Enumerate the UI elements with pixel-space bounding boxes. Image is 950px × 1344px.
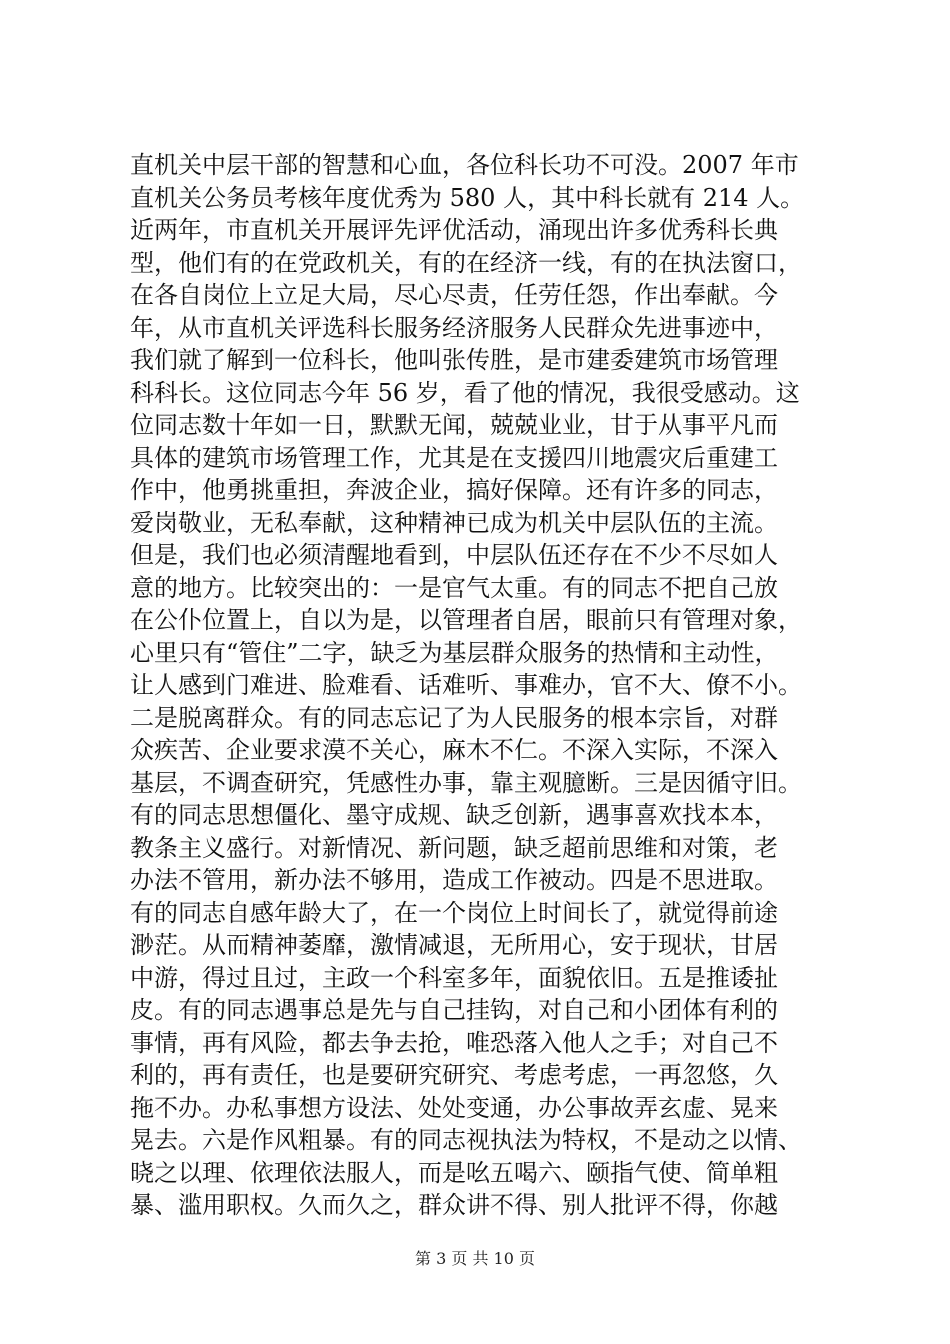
text-line: 教条主义盛行。对新情况、新问题，缺乏超前思维和对策，老 <box>130 833 778 862</box>
text-line: 皮。有的同志遇事总是先与自己挂钩，对自己和小团体有利的 <box>130 996 778 1024</box>
text-line: 具体的建筑市场管理工作，尤其是在支援四川地震灾后重建工 <box>130 443 778 472</box>
text-line: 渺茫。从而精神萎靡，激情减退，无所用心，安于现状，甘居 <box>130 931 778 959</box>
body-text <box>130 149 830 1222</box>
page-footer: 第 3 页 共 10 页 <box>415 1249 535 1268</box>
text-line: 众疾苦、企业要求漠不关心，麻木不仁。不深入实际，不深入 <box>130 736 778 764</box>
text-line: 在各自岗位上立足大局，尽心尽责，任劳任怨，作出奉献。今 <box>130 281 778 309</box>
text-line: 位同志数十年如一日，默默无闻，兢兢业业，甘于从事平凡而 <box>130 411 778 439</box>
text-line: 晃去。六是作风粗暴。有的同志视执法为特权，不是动之以情、 <box>130 1126 802 1154</box>
text-line: 型，他们有的在党政机关，有的在经济一线，有的在执法窗口， <box>130 248 802 277</box>
text-line: 近两年，市直机关开展评先评优活动，涌现出许多优秀科长典 <box>130 216 778 244</box>
text-line: 心里只有“管住”二字，缺乏为基层群众服务的热情和主动性， <box>130 638 779 667</box>
text-line: 让人感到门难进、脸难看、话难听、事难办，官不大、僚不小。 <box>130 671 802 699</box>
text-line: 暴、滥用职权。久而久之，群众讲不得、别人批评不得，你越 <box>130 1191 778 1219</box>
text-line: 我们就了解到一位科长，他叫张传胜，是市建委建筑市场管理 <box>130 346 778 374</box>
text-line: 二是脱离群众。有的同志忘记了为人民服务的根本宗旨，对群 <box>130 703 778 732</box>
text-line: 办法不管用，新办法不够用，造成工作被动。四是不思进取。 <box>130 866 778 894</box>
text-line: 利的，再有责任，也是要研究研究、考虑考虑，一再忽悠，久 <box>130 1061 778 1089</box>
text-line: 有的同志思想僵化、墨守成规、缺乏创新，遇事喜欢找本本， <box>130 801 778 829</box>
text-line: 科科长。这位同志今年 56 岁，看了他的情况，我很受感动。这 <box>130 378 800 407</box>
text-line: 直机关公务员考核年度优秀为 580 人，其中科长就有 214 人。 <box>130 183 805 212</box>
text-line: 有的同志自感年龄大了，在一个岗位上时间长了，就觉得前途 <box>130 898 778 927</box>
text-line: 事情，再有风险，都去争去抢，唯恐落入他人之手；对自己不 <box>130 1028 778 1057</box>
text-line: 中游，得过且过，主政一个科室多年，面貌依旧。五是推诿扯 <box>130 963 778 992</box>
text-line: 作中，他勇挑重担，奔波企业，搞好保障。还有许多的同志， <box>130 476 778 504</box>
text-line: 意的地方。比较突出的：一是官气太重。有的同志不把自己放 <box>130 573 778 602</box>
text-line: 拖不办。办私事想方设法、处处变通，办公事故弄玄虚、晃来 <box>130 1093 778 1122</box>
text-line: 晓之以理、依理依法服人，而是吆五喝六、颐指气使、简单粗 <box>130 1158 778 1187</box>
text-line: 年，从市直机关评选科长服务经济服务人民群众先进事迹中， <box>130 313 778 342</box>
text-line: 在公仆位置上，自以为是，以管理者自居，眼前只有管理对象， <box>130 606 802 634</box>
text-line: 但是，我们也必须清醒地看到，中层队伍还存在不少不尽如人 <box>130 541 778 569</box>
text-line: 直机关中层干部的智慧和心血，各位科长功不可没。2007 年市 <box>130 151 799 179</box>
text-line: 爱岗敬业，无私奉献，这种精神已成为机关中层队伍的主流。 <box>130 508 778 537</box>
text-line: 基层，不调查研究，凭感性办事，靠主观臆断。三是因循守旧。 <box>130 768 802 797</box>
